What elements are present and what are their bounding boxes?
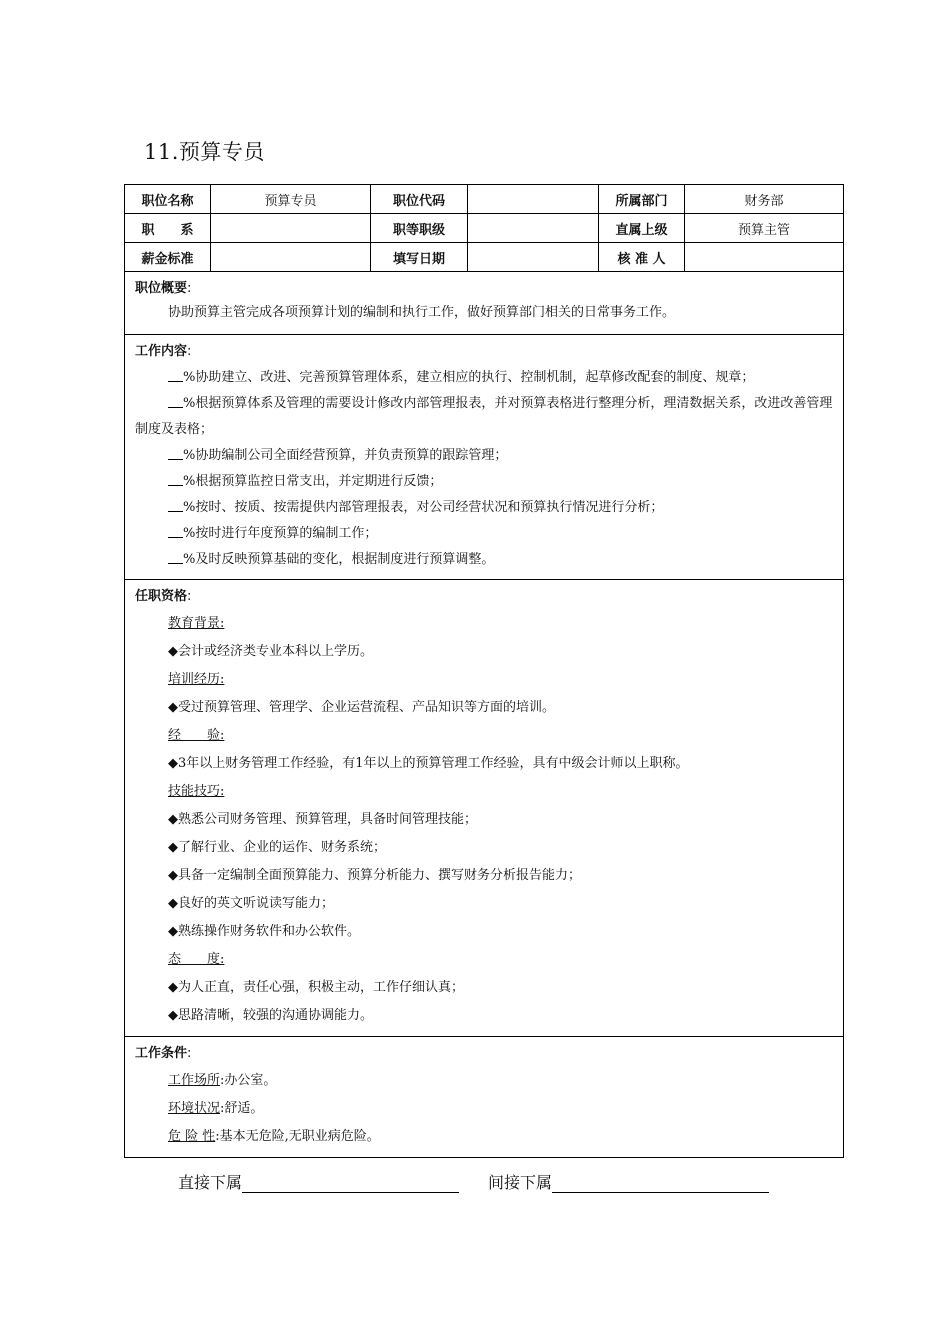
field-value: [685, 243, 844, 272]
duty-item: [135, 547, 833, 573]
duty-item: [135, 469, 833, 495]
field-label: 填写日期: [371, 243, 468, 272]
header-fields: [125, 185, 844, 272]
duties-list: [135, 365, 833, 573]
duty-text: %按时进行年度预算的编制工作；: [183, 526, 378, 541]
field-label: 所属部门: [599, 185, 685, 214]
field-label: 直属上级: [599, 214, 685, 243]
qualification-heading: 教育背景:: [168, 616, 225, 631]
header-row: [125, 243, 844, 272]
qualification-item: ◆会计或经济类专业本科以上学历。: [168, 644, 373, 659]
qualification-item: ◆了解行业、企业的运作、财务系统；: [168, 840, 386, 855]
summary-title: 职位概要: [135, 281, 188, 296]
header-row: [125, 214, 844, 243]
condition-label: 危 险 性: [168, 1129, 216, 1144]
duty-item: [135, 391, 833, 443]
duty-text: %协助编制公司全面经营预算，并负责预算的跟踪管理；: [183, 448, 508, 463]
duty-text: %按时、按质、按需提供内部管理报表，对公司经营状况和预算执行情况进行分析；: [183, 500, 664, 515]
duty-item: [135, 495, 833, 521]
qualification-item: ◆受过预算管理、管理学、企业运营流程、产品知识等方面的培训。: [168, 700, 555, 715]
summary-text: 协助预算主管完成各项预算计划的编制和执行工作，做好预算部门相关的日常事务工作。: [168, 305, 676, 320]
duty-text: %根据预算体系及管理的需要设计修改内部管理报表，并对预算表格进行整理分析，理清数据关系，改进改善管理制度及表格；: [135, 396, 833, 437]
duty-text: %协助建立、改进、完善预算管理体系，建立相应的执行、控制机制，起草修改配套的制度、规章；: [183, 370, 755, 385]
qualification-item: ◆熟练操作财务软件和办公软件。: [168, 924, 360, 939]
job-description-table: [124, 184, 844, 1158]
field-value: [468, 214, 599, 243]
qualification-heading: 态 度:: [168, 952, 225, 967]
qualification-item: ◆具备一定编制全面预算能力、预算分析能力、撰写财务分析报告能力；: [168, 868, 581, 883]
field-value: [468, 185, 599, 214]
field-value: [211, 214, 371, 243]
percentage-blank[interactable]: [168, 447, 183, 460]
field-label: 职位代码: [371, 185, 468, 214]
direct-subordinate-label: 直接下属: [178, 1173, 243, 1192]
percentage-blank[interactable]: [168, 395, 183, 408]
qualification-item: ◆为人正直，责任心强，积极主动，工作仔细认真；: [168, 980, 464, 995]
duty-text: %根据预算监控日常支出，并定期进行反馈；: [183, 474, 443, 489]
conditions-section: 工作条件: 工作场所:办公室。 环境状况:舒适。 危 险 性:基本无危险,无职业病危险。: [125, 1037, 844, 1158]
condition-text: :办公室。: [220, 1073, 277, 1088]
condition-label: 环境状况: [168, 1101, 221, 1116]
field-label: 核 准 人: [599, 243, 685, 272]
condition-text: :基本无危险,无职业病危险。: [215, 1129, 380, 1144]
field-label: 职等职级: [371, 214, 468, 243]
direct-subordinate-field: [178, 1170, 459, 1193]
percentage-blank[interactable]: [168, 551, 183, 564]
conditions-title: 工作条件: [135, 1046, 188, 1061]
duty-item: [135, 365, 833, 391]
summary-section: 职位概要: 协助预算主管完成各项预算计划的编制和执行工作，做好预算部门相关的日常事务工作。: [125, 272, 844, 335]
qualifications-title: 任职资格: [135, 589, 188, 604]
qualification-item: ◆3年以上财务管理工作经验，有1年以上的预算管理工作经验，具有中级会计师以上职称。: [168, 756, 689, 771]
percentage-blank[interactable]: [168, 369, 183, 382]
duties-section: 工作内容: %协助建立、改进、完善预算管理体系，建立相应的执行、控制机制，起草修改配套的制度、规章； %根据预算体系及管理的需要设计修改内部管理报表，并对预算表格进行整理分析，理清数据关系，改进改善管理制度及表格； %协助编制公司全面经营预算，并负责预算的跟踪管理； %根据预算监控日常支出，并定期进行反馈； %按时、按质、按需提供内部管理报表，对公司经营状况和预算执行情况进行分析； %按时进行年度预算的编制工作； %及时反映预算基础的变化，根据制度进行预算调整。: [125, 335, 844, 580]
header-row: [125, 185, 844, 214]
qualifications-list: [135, 610, 833, 1030]
condition-text: :舒适。: [220, 1101, 264, 1116]
duty-item: [135, 521, 833, 547]
field-value: [468, 243, 599, 272]
qualification-item: ◆思路清晰，较强的沟通协调能力。: [168, 1008, 373, 1023]
qualification-heading: 经 验:: [168, 728, 225, 743]
qualification-heading: 技能技巧:: [168, 784, 225, 799]
indirect-subordinate-label: 间接下属: [488, 1173, 553, 1192]
percentage-blank[interactable]: [168, 499, 183, 512]
direct-subordinate-line[interactable]: [242, 1174, 459, 1193]
indirect-subordinate-field: [488, 1170, 769, 1193]
duties-title: 工作内容: [135, 344, 188, 359]
field-value: 财务部: [685, 185, 844, 214]
indirect-subordinate-line[interactable]: [552, 1174, 769, 1193]
document-title: 11.预算专员: [144, 140, 265, 164]
field-label: 职 系: [125, 214, 211, 243]
duty-text: %及时反映预算基础的变化，根据制度进行预算调整。: [183, 552, 495, 567]
conditions-list: [135, 1067, 833, 1151]
qualification-item: ◆良好的英文听说读写能力；: [168, 896, 334, 911]
percentage-blank[interactable]: [168, 473, 183, 486]
condition-label: 工作场所: [168, 1073, 221, 1088]
qualification-item: ◆熟悉公司财务管理、预算管理，具备时间管理技能；: [168, 812, 477, 827]
field-value: 预算专员: [211, 185, 371, 214]
field-value: [211, 243, 371, 272]
condition-item: [135, 1067, 833, 1095]
percentage-blank[interactable]: [168, 525, 183, 538]
qualification-heading: 培训经历:: [168, 672, 225, 687]
field-label: 职位名称: [125, 185, 211, 214]
field-value: 预算主管: [685, 214, 844, 243]
field-label: 薪金标准: [125, 243, 211, 272]
duty-item: [135, 443, 833, 469]
condition-item: [135, 1123, 833, 1151]
qualifications-section: 任职资格: 教育背景: ◆会计或经济类专业本科以上学历。 培训经历: ◆受过预算管理、管理学、企业运营流程、产品知识等方面的培训。 经 验: ◆3年以上财务管理工作经验，有1年以上的预算管理工作经验，具有中级会计师以上职称。 技能技巧: ◆熟悉公司财务管理、预算管理，具备时间管理技能； ◆了解行业、企业的运作、财务系统； ◆具备一定编制全面预算能力、预算分析能力、撰写财务分析报告能力； ◆良好的英文听说读写能力； ◆熟练操作财务软件和办公软件。 态 度: ◆为人正直，责任心强，积极主动，工作仔细认真； ◆思路清晰，较强的沟通协调能力。: [125, 580, 844, 1037]
condition-item: [135, 1095, 833, 1123]
